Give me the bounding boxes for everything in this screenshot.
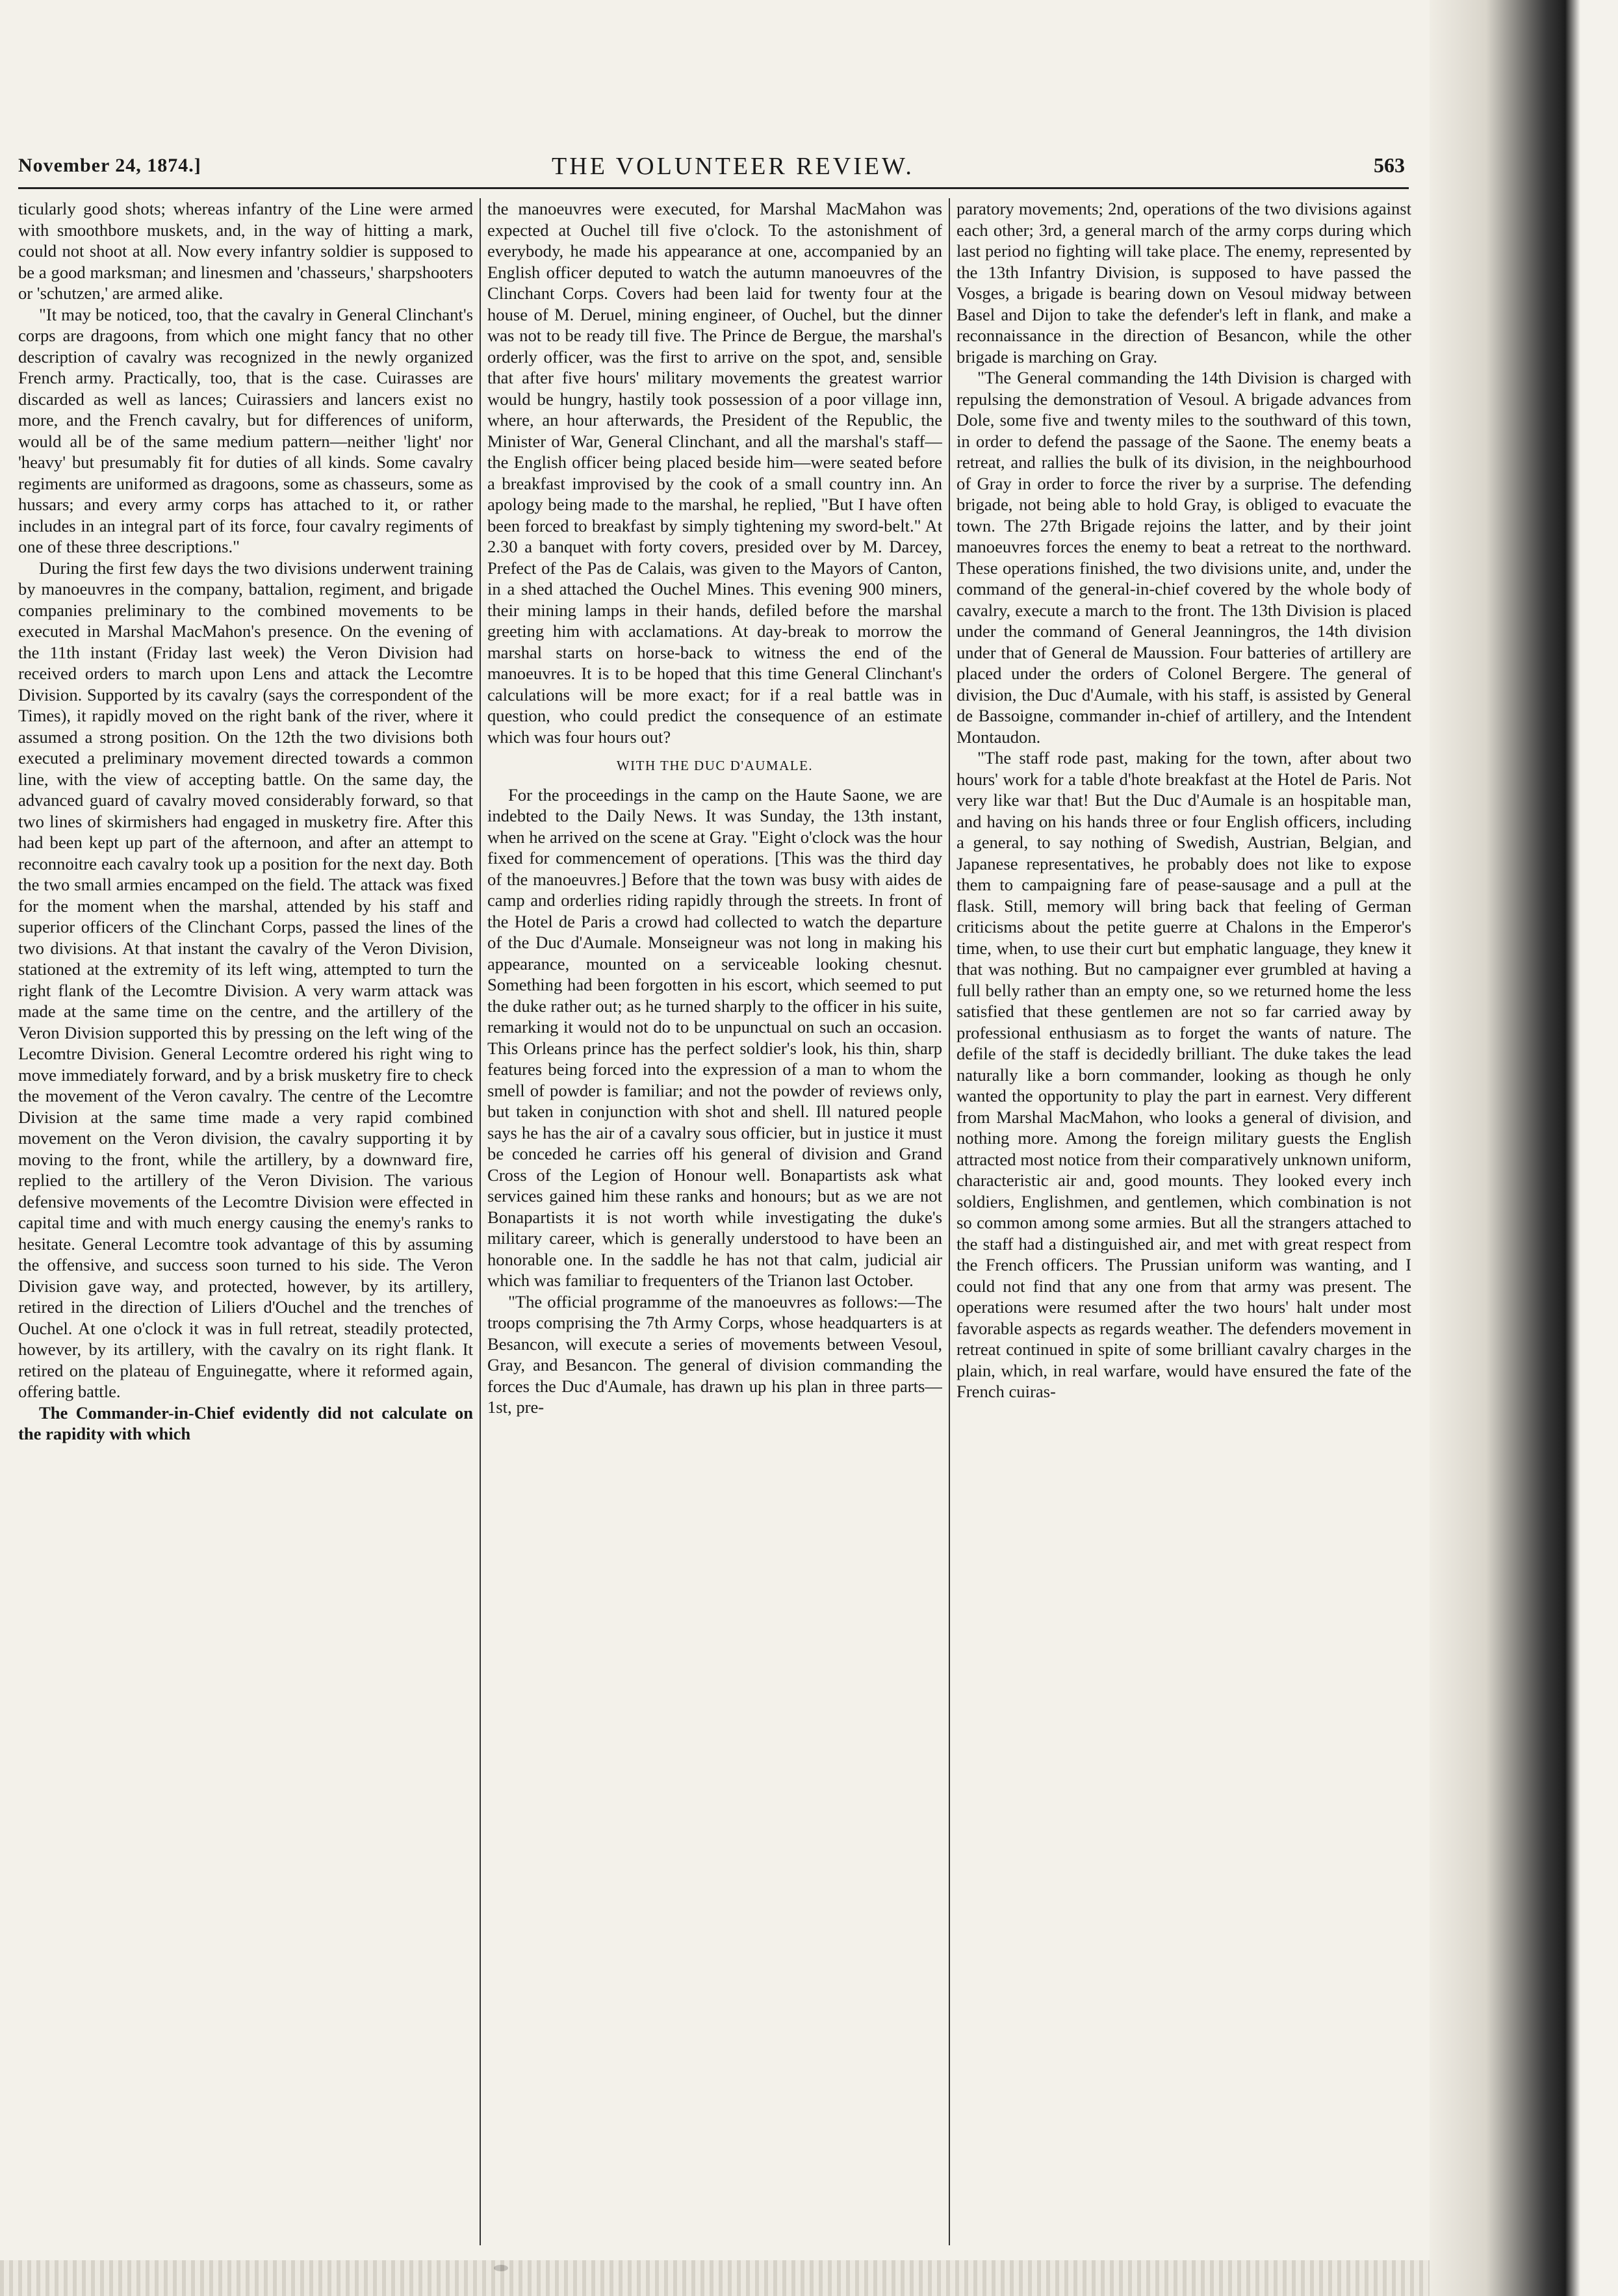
column-rule	[949, 198, 950, 2245]
column-2-text: the manoeuvres were executed, for Marshal MacMahon was expected at Ouchel till five o'clock. To the astonishment of everybody, he made his appearance at one, accompanied by an English officer deputed to watch the autumn manoeuvres of the Clinchant Corps. Covers had been laid for twenty four at the house of M. Deruel, mining engineer, of Ouchel, but the dinner was not to be ready till five. The Prince de Bergue, the marshal's orderly officer, was the first to arrive on the spot, and, sensible that after five hours' military movements the greatest warrior would be hungry, hastily took possession of a poor village inn, where, an hour afterwards, the President of the Republic, the Minister of War, General Clinchant, and all the marshal's staff—the English officer being placed beside him—were seated before a breakfast improvised by the cook of a small country inn. An apology being made to the marshal, he replied, "But I have often been forced to breakfast by simply tightening my sword-belt." At 2.30 a banquet with forty covers, presided over by M. Darcey, Prefect of the Pas de Calais, was given to the Mayors of Canton, in a shed attached the Ouchel Mines. This evening 900 miners, their mining lamps in their hands, defiled before the marshal greeting him with acclamations. At day-break to morrow the marshal starts on horse-back to witness the end of the manoeuvres. It is to be hoped that this time General Clinchant's calculations will be more exact; for if a real battle was in question, who could predict the consequence of an estimate which was four hours out?	[487, 199, 942, 747]
column-1-paragraph: "It may be noticed, too, that the cavalry in General Clinchant's corps are dragoons, from which one might fancy that no other description of cavalry was recognized in the newly organized French army. Practically, too, that is the case. Cuirasses are discarded as well as lances; Cuirassiers and lancers exist no more, and the French cavalry, but for differences of uniform, would all be of the same medium pattern—neither 'light' nor 'heavy' but presumably fit for duties of all kinds. Some cavalry regiments are uniformed as dragoons, some as chasseurs, some as hussars; and every army corps has attached to it, or rather includes in an integral part of its force, four cavalry regiments of one of these three descriptions."	[18, 304, 473, 556]
column-1-text: ticularly good shots; whereas infantry of the Line were armed with smoothbore muskets, and, in the way of hitting a mark, could not shoot at all. Now every infantry soldier is supposed to be a good marksman; and linesmen and 'chasseurs,' sharpshooters or 'schutzen,' are armed alike.	[18, 199, 473, 303]
binding-edge	[1430, 0, 1618, 2296]
page-header	[18, 148, 1409, 189]
issue-date: November 24, 1874.]	[18, 155, 201, 176]
column-3-paragraph: "The General commanding the 14th Division is charged with repulsing the demonstration of Vesoul. A brigade advances from Dole, some five and twenty miles to the southward of this town, in order to defend the passage of the Saone. The enemy beats a retreat, and rallies the bulk of its division, in the neighbourhood of Gray in order to force the river by a surprise. The defending brigade, not being able to hold Gray, is obliged to evacuate the town. The 27th Brigade rejoins the latter, and by their joint manoeuvres forces the enemy to beat a retreat to the northward. These operations finished, the two divisions unite, and, under the command of the general-in-chief covered by the whole body of cavalry, execute a march to the front. The 13th Division is placed under the command of General Jeanningros, the 14th division under that of General de Maussion. Four batteries of artillery are placed under the orders of Colonel Bergere. The general of division, the Duc d'Aumale, with his staff, is assisted by General de Bassoigne, commander in-chief of artillery, and the Intendent Montaudon.	[957, 368, 1411, 747]
column-2-paragraph: "The official programme of the manoeuvres as follows:—The troops comprising the 7th Army Corps, whose headquarters is at Besancon, will execute a series of movements between Vesoul, Gray, and Besancon. The general of division commanding the forces the Duc d'Aumale, has drawn up his plan in three parts—1st, pre-	[487, 1291, 942, 1417]
column-3-text: paratory movements; 2nd, operations of the two divisions against each other; 3rd, a general march of the army corps during which last period no fighting will take place. The enemy, represented by the 13th Infantry Division, is supposed to have passed the Vosges, a brigade is bearing down on Vesoul midway between Basel and Dijon to take the defender's left in flank, and make a reconnaissance in the direction of Besancon, while the other brigade is marching on Gray.	[957, 199, 1411, 367]
article-columns	[18, 198, 1409, 2245]
scan-bottom-edge	[0, 2260, 1430, 2296]
column-1-paragraph: The Commander-in-Chief evidently did not calculate on the rapidity with which	[18, 1402, 473, 1443]
column-3-paragraph: "The staff rode past, making for the town, after about two hours' work for a table d'hote breakfast at the Hotel de Paris. Not very like war that! But the Duc d'Aumale is an hospitable man, and having on his hands three or four English officers, including a general, to say nothing of Swedish, Austrian, Belgian, and Japanese representatives, he probably does not like to expose them to campaigning fare of pease-sausage and a pull at the flask. Still, memory will bring back that feeling of German criticisms about the petite guerre at Chalons in the Emperor's time, when, to use their curt but emphatic language, they knew it that was nothing. But no campaigner ever grumbled at having a full belly rather than an empty one, so we returned home the less satisfied that these gentlemen are not so far carried away by professional enthusiasm as to forget the wants of nature. The defile of the staff is decidedly brilliant. The duke takes the lead naturally like a born commander, looking as though he only wanted the opportunity to play the part in earnest. Very different from Marshal MacMahon, who looks a general of division, and nothing more. Among the foreign military guests the English attracted most notice from their comparatively unknown uniform, characteristic air and, good mounts. They looked every inch soldiers, Englishmen, and gentlemen, which combination is not so common among some armies. But all the strangers attached to the staff had a distinguished air, and met with great respect from the French officers. The Prussian uniform was wanting, and I could not find that any one from that army was present. The operations were resumed after the two hours' halt under most favorable aspects as regards weather. The defenders movement in retreat continued in spite of some brilliant cavalry charges in the plain, which, in real warfare, would have ensured the fate of the French cuiras-	[957, 748, 1411, 1401]
column-rule	[480, 198, 481, 2245]
page-number: 563	[1374, 153, 1405, 177]
section-subhead: WITH THE DUC D'AUMALE.	[616, 758, 814, 773]
publication-title: THE VOLUNTEER REVIEW.	[552, 153, 914, 180]
column-1	[18, 198, 473, 2245]
column-1-paragraph: During the first few days the two divisions underwent training by manoeuvres in the company, battalion, regiment, and brigade companies preliminary to the combined movements to be executed in Marshal MacMahon's presence. On the evening of the 11th instant (Friday last week) the Veron Division had received orders to march upon Lens and attack the Lecomtre Division. Supported by its cavalry (says the correspondent of the Times), it rapidly moved on the right bank of the river, where it assumed a strong position. On the 12th the two divisions both executed a preliminary movement directed towards a common line, with the view of accepting battle. On the same day, the advanced guard of cavalry moved considerably forward, so that two lines of skirmishers had engaged in musketry fire. After this had been kept up part of the afternoon, and after an attempt to reconnoitre each cavalry took up a position for the next day. Both the two small armies encamped on the field. The attack was fixed for the moment when the marshal, attended by his staff and superior officers of the Clinchant Corps, passed the lines of the two divisions. At that instant the cavalry of the Veron Division, stationed at the extremity of its left wing, attempted to turn the right flank of the Lecomtre Division. A very warm attack was made at the same time on the centre, and the artillery of the Veron Division supported this by pressing on the left wing of the Lecomtre Division. General Lecomtre ordered his right wing to move immediately forward, and by a brisk musketry fire to check the movement of the Veron cavalry. The centre of the Lecomtre Division at the same time made a very rapid combined movement on the Veron division, the cavalry supporting it by moving to the front, while the artillery, by a downward fire, replied to the artillery of the Veron Division. The various defensive movements of the Lecomtre Division were effected in capital time and with much energy causing the enemy's ranks to hesitate. General Lecomtre took advantage of this by assuming the offensive, and success soon turned to his side. The Veron Division gave way, and protected, however, by its artillery, retired in the direction of Liliers d'Ouchel and the trenches of Ouchel. At one o'clock it was in full retreat, steadily protected, however, by its artillery, with the cavalry on its right flank. It retired on the plateau of Enguinegatte, where it reformed again, offering battle.	[18, 558, 473, 1401]
column-3	[957, 198, 1411, 2245]
column-2	[487, 198, 942, 2245]
column-2-paragraph: For the proceedings in the camp on the Haute Saone, we are indebted to the Daily News. It was Sunday, the 13th instant, when he arrived on the scene at Gray. "Eight o'clock was the hour fixed for commencement of operations. [This was the third day of the manoeuvres.] Before that the town was busy with aides de camp and orderlies riding rapidly through the streets. In front of the Hotel de Paris a crowd had collected to watch the departure of the Duc d'Aumale. Monseigneur was not long in making his appearance, mounted on a serviceable looking chesnut. Something had been forgotten in his escort, which seemed to put the duke rather out; as he turned sharply to the officer in his suite, remarking it would not do to be unpunctual on such an occasion. This Orleans prince has the perfect soldier's look, his thin, sharp features being forced into the expression of a man to whom the smell of powder is familiar; and not the powder of reviews only, but taken in conjunction with shot and shell. Ill natured people says he has the air of a cavalry sous officier, but in justice it must be conceded he carries off his general of division and Grand Cross of the Legion of Honour well. Bonapartists ask what services gained him these ranks and honours; but as we are not Bonapartists it is not worth while investigating the duke's military career, which is generally understood to have been an honorable one. In the saddle he has not that calm, judicial air which was familiar to frequenters of the Trianon last October.	[487, 784, 942, 1290]
